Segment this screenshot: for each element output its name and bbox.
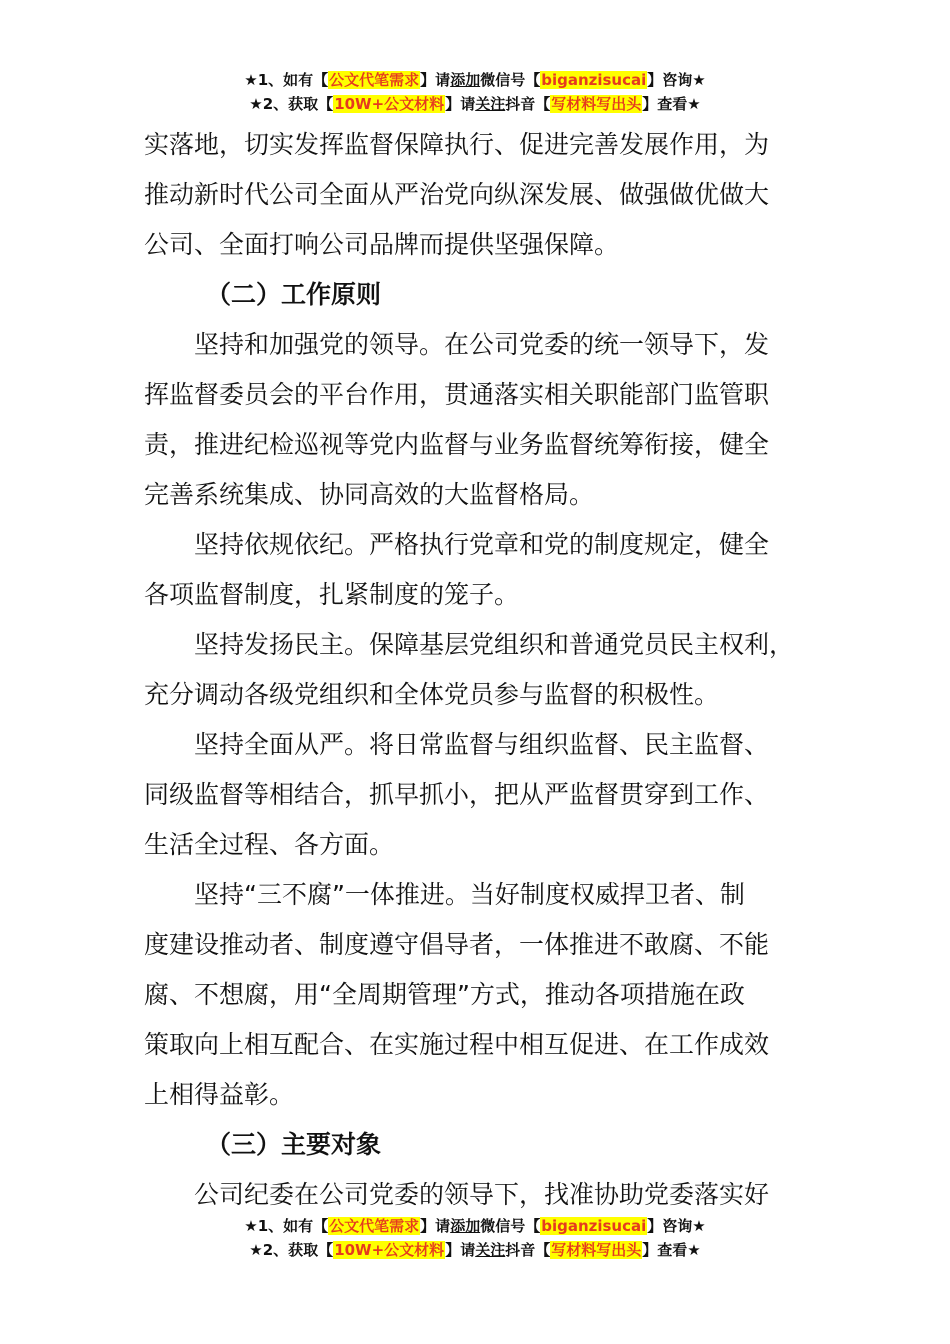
paragraph-line: 责，推进纪检巡视等党内监督与业务监督统筹衔接，健全 (144, 430, 770, 459)
paragraph-line: 各项监督制度，扎紧制度的笼子。 (144, 580, 520, 609)
top-banner (0, 68, 950, 116)
banner-text: 】查看★ (642, 95, 701, 113)
banner-highlight: 公文代笔需求 (329, 1217, 420, 1235)
paragraph-line: 策取向上相互配合、在实施过程中相互促进、在工作成效 (144, 1030, 770, 1059)
banner-underlined-text: 添加 (450, 71, 481, 89)
paragraph-line: 坚持和加强党的领导。在公司党委的统一领导下，发 (194, 330, 770, 359)
paragraph-line: 坚持“三不腐”一体推进。当好制度权威捍卫者、制 (194, 880, 745, 909)
banner-highlight-douyin: 写材料写出头 (551, 95, 642, 113)
body-line: 实落地，切实发挥监督保障执行、促进完善发展作用，为 (144, 130, 770, 159)
banner-line-2 (0, 92, 950, 116)
banner-text: 】请 (445, 1241, 476, 1259)
paragraph-line: 腐、不想腐，用“全周期管理”方式，推动各项措施在政 (144, 980, 745, 1009)
banner-text: 】请 (420, 71, 451, 89)
paragraph-line: 同级监督等相结合，抓早抓小，把从严监督贯穿到工作、 (144, 780, 770, 809)
banner-text: ★2、获取【 (249, 1241, 334, 1259)
banner-underlined-text: 关注 (475, 1241, 506, 1259)
banner-line-2 (0, 1238, 950, 1262)
banner-text: 微信号【 (480, 71, 541, 89)
banner-text: 】请 (420, 1217, 451, 1235)
banner-line-1 (0, 1214, 950, 1238)
banner-text: 微信号【 (480, 1217, 541, 1235)
paragraph-line: 挥监督委员会的平台作用，贯通落实相关职能部门监管职 (144, 380, 770, 409)
paragraph-line: 公司纪委在公司党委的领导下，找准协助党委落实好 (194, 1180, 770, 1209)
banner-text: ★1、如有【 (244, 1217, 329, 1235)
banner-highlight: 10W+公文材料 (334, 95, 445, 113)
document-body (144, 120, 824, 1220)
bottom-banner (0, 1214, 950, 1262)
banner-highlight-wechat: biganzisucai (541, 1217, 647, 1235)
banner-highlight: 公文代笔需求 (329, 71, 420, 89)
paragraph-line: 坚持发扬民主。保障基层党组织和普通党员民主权利， (194, 630, 795, 659)
paragraph-line: 度建设推动者、制度遵守倡导者，一体推进不敢腐、不能 (144, 930, 770, 959)
banner-highlight-wechat: biganzisucai (541, 71, 647, 89)
banner-text: 】请 (445, 95, 476, 113)
banner-text: 】查看★ (642, 1241, 701, 1259)
banner-underlined-text: 添加 (450, 1217, 481, 1235)
paragraph-line: 生活全过程、各方面。 (144, 830, 395, 859)
banner-underlined-text: 关注 (475, 95, 506, 113)
banner-text: 抖音【 (505, 1241, 551, 1259)
banner-text: 】咨询★ (647, 1217, 706, 1235)
section-heading-targets: （三）主要对象 (206, 1130, 382, 1159)
section-heading-principles: （二）工作原则 (206, 280, 382, 309)
paragraph-line: 上相得益彰。 (144, 1080, 295, 1109)
paragraph-line: 坚持全面从严。将日常监督与组织监督、民主监督、 (194, 730, 770, 759)
banner-highlight-douyin: 写材料写出头 (551, 1241, 642, 1259)
banner-text: ★2、获取【 (249, 95, 334, 113)
paragraph-line: 充分调动各级党组织和全体党员参与监督的积极性。 (144, 680, 720, 709)
banner-line-1 (0, 68, 950, 92)
body-line: 公司、全面打响公司品牌而提供坚强保障。 (144, 230, 620, 259)
banner-text: 】咨询★ (647, 71, 706, 89)
paragraph-line: 坚持依规依纪。严格执行党章和党的制度规定，健全 (194, 530, 770, 559)
banner-text: ★1、如有【 (244, 71, 329, 89)
paragraph-line: 完善系统集成、协同高效的大监督格局。 (144, 480, 595, 509)
body-line: 推动新时代公司全面从严治党向纵深发展、做强做优做大 (144, 180, 770, 209)
banner-text: 抖音【 (505, 95, 551, 113)
banner-highlight: 10W+公文材料 (334, 1241, 445, 1259)
